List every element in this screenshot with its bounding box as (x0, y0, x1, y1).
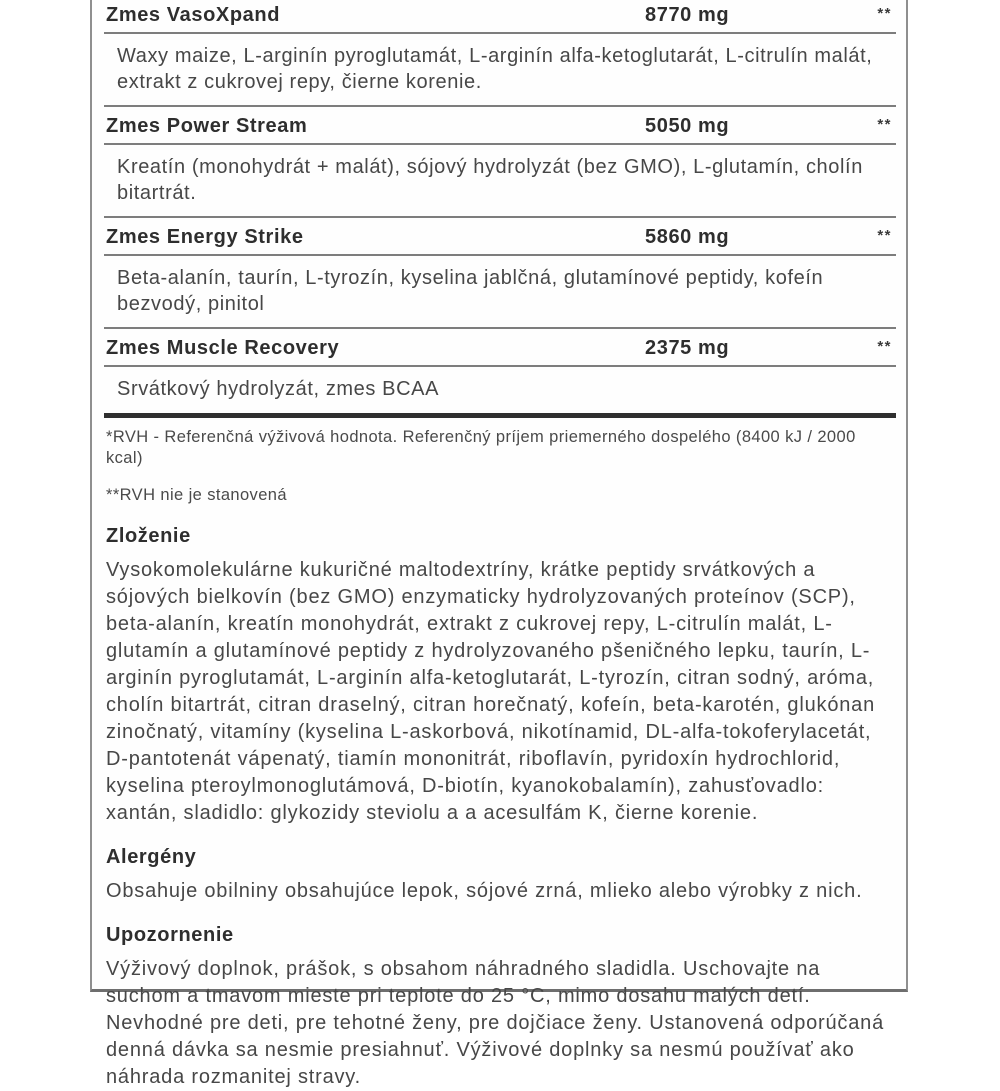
blend-row (104, 329, 896, 365)
supplement-facts-panel (90, 0, 908, 1088)
section-heading-warning: Upozornenie (106, 924, 234, 946)
section-body-allergens: Obsahuje obilniny obsahujúce lepok, sójové zrná, mlieko alebo výrobky z nich. (106, 880, 863, 902)
blend-row (104, 0, 896, 32)
blend-amount: 8770 mg (645, 4, 730, 26)
section-body-warning: Výživový doplnok, prášok, s obsahom náhradného sladidla. Uschovajte na suchom a tmavom mieste pri teplote do 25 °C, mimo dosahu malých detí. Nevhodné pre deti, pre tehotné ženy, pre dojčiace ženy. Ustanovená odporúčaná denná dávka sa nesmie presiahnuť. Výživové doplnky sa nesmú používať ako náhrada rozmanitej stravy. (106, 958, 884, 1088)
blend-ingredients: Srvátkový hydrolyzát, zmes BCAA (117, 378, 440, 400)
blend-name: Zmes Muscle Recovery (106, 337, 340, 359)
footnote-rvh-definition: *RVH - Referenčná výživová hodnota. Referenčný príjem priemerného dospelého (8400 kJ / 2000 kcal) (106, 428, 856, 467)
section-heading-composition: Zloženie (106, 525, 191, 547)
blend-ingredients: Beta-alanín, taurín, L-tyrozín, kyselina jablčná, glutamínové peptidy, kofeín bezvodý, pinitol (117, 267, 824, 315)
blend-rvh-marker: ** (877, 116, 892, 133)
blend-name: Zmes Energy Strike (106, 226, 304, 248)
blend-ingredients: Waxy maize, L-arginín pyroglutamát, L-arginín alfa-ketoglutarát, L-citrulín malát, extrakt z cukrovej repy, čierne korenie. (117, 45, 873, 93)
blend-rvh-marker: ** (877, 338, 892, 355)
footnote-rvh-not-set: **RVH nie je stanovená (106, 486, 287, 504)
blend-name: Zmes VasoXpand (106, 4, 281, 26)
section-heading-allergens: Alergény (106, 846, 197, 868)
blend-amount: 2375 mg (645, 337, 730, 359)
blend-rvh-marker: ** (877, 5, 892, 22)
blend-row (104, 218, 896, 254)
blend-amount: 5050 mg (645, 115, 730, 137)
section-body-composition: Vysokomolekulárne kukuričné maltodextríny, krátke peptidy srvátkových a sójových bielkovín (bez GMO) enzymaticky hydrolyzovaných proteínov (SCP), beta-alanín, kreatín monohydrát, extrakt z cukrovej repy, L-citrulín malát, L-glutamín a glutamínové peptidy z hydrolyzovaného pšeničného lepku, taurín, L-arginín pyroglutamát, L-arginín alfa-ketoglutarát, L-tyrozín, citran sodný, aróma, cholín bitartrát, citran draselný, citran horečnatý, kofeín, beta-karotén, glukónan zinočnatý, vitamíny (kyselina L-askorbová, nikotínamid, DL-alfa-tokoferylacetát, D-pantotenát vápenatý, tiamín mononitrát, riboflavín, pyridoxín hydrochlorid, kyselina pteroylmonoglutámová, D-biotín, kyanokobalamín), zahusťovadlo: xantán, sladidlo: glykozidy steviolu a a acesulfám K, čierne korenie. (106, 559, 876, 824)
blend-group-muscle-recovery (104, 329, 896, 412)
blend-group-energy-strike (104, 218, 896, 329)
blend-row (104, 107, 896, 143)
blend-ingredients: Kreatín (monohydrát + malát), sójový hydrolyzát (bez GMO), L-glutamín, cholín bitartrát. (117, 156, 863, 204)
blend-group-power-stream (104, 107, 896, 218)
table-bottom-rule (104, 413, 896, 418)
blend-name: Zmes Power Stream (106, 115, 308, 137)
blend-amount: 5860 mg (645, 226, 730, 248)
blend-group-vasoxpand (104, 0, 896, 107)
blend-rvh-marker: ** (877, 227, 892, 244)
